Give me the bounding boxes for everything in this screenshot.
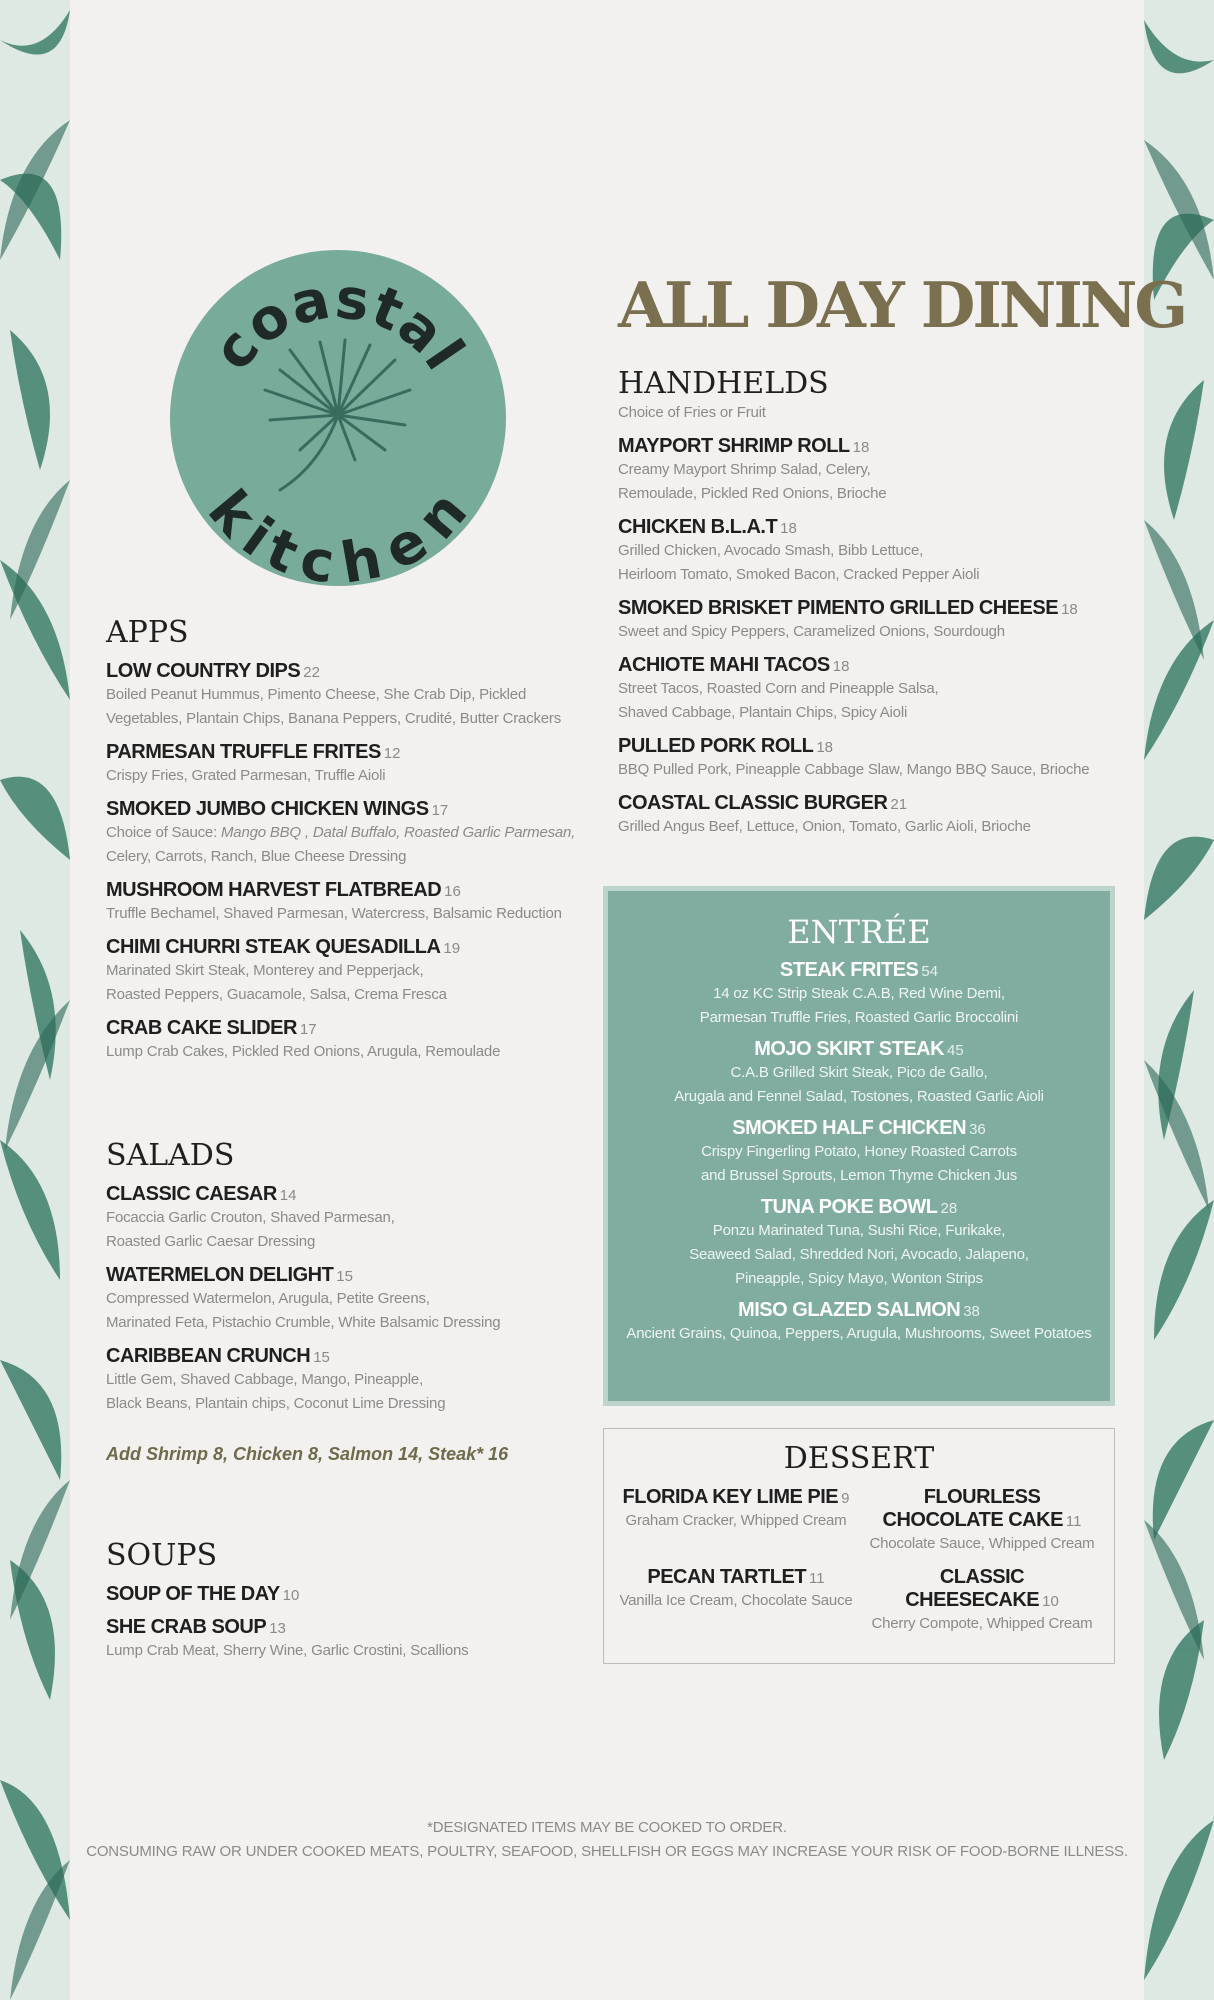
menu-item-name: CLASSIC CAESAR (106, 1183, 277, 1205)
menu-item-price: 18 (832, 658, 850, 675)
menu-item-description: Truffle Bechamel, Shaved Parmesan, Watercress, Balsamic Reduction (106, 905, 562, 922)
menu-item-name: PULLED PORK ROLL (618, 735, 814, 757)
menu-item (106, 1017, 576, 1064)
menu-item-name: STEAK FRITES (779, 959, 919, 981)
sauce-options: Mango BBQ , Datal Buffalo, Roasted Garlic Parmesan, (221, 824, 576, 841)
menu-item-name: CLASSIC CHEESECAKE (905, 1566, 1040, 1611)
menu-item (618, 654, 1118, 725)
menu-item-name: MISO GLAZED SALMON (738, 1299, 961, 1321)
menu-item-price: 18 (816, 739, 834, 756)
menu-item (608, 1299, 1110, 1346)
menu-item (106, 660, 576, 731)
menu-item (608, 959, 1110, 1030)
menu-item-price: 38 (963, 1303, 980, 1320)
menu-item-description: Boiled Peanut Hummus, Pimento Cheese, She Crab Dip, Pickled Vegetables, Plantain Chips, Banana Peppers, Crudité, Butter Crackers (106, 686, 561, 727)
menu-item-price: 9 (841, 1490, 850, 1507)
menu-item-price: 21 (890, 796, 908, 813)
menu-item (618, 435, 1118, 506)
menu-item (618, 735, 1118, 782)
page-title: ALL DAY DINING (618, 268, 1186, 342)
menu-item (106, 936, 576, 1007)
menu-item-name: CHICKEN B.L.A.T (618, 516, 778, 538)
handhelds-subtitle: Choice of Fries or Fruit (618, 404, 766, 421)
menu-item (618, 1486, 854, 1556)
menu-item-description: 14 oz KC Strip Steak C.A.B, Red Wine Demi, Parmesan Truffle Fries, Roasted Garlic Broccolini (699, 985, 1019, 1026)
menu-item-description: Lump Crab Cakes, Pickled Red Onions, Arugula, Remoulade (106, 1043, 501, 1060)
menu-item-sauces (106, 821, 576, 845)
menu-item-description: C.A.B Grilled Skirt Steak, Pico de Gallo, Arugala and Fennel Salad, Tostones, Roasted Garlic Aioli (674, 1064, 1044, 1105)
menu-item-name: FLORIDA KEY LIME PIE (622, 1486, 839, 1508)
menu-item-description: Cherry Compote, Whipped Cream (871, 1615, 1093, 1632)
menu-item-name: CARIBBEAN CRUNCH (106, 1345, 311, 1367)
menu-item (106, 1345, 576, 1416)
entree-title: ENTRÉE (787, 913, 931, 951)
menu-item-price: 17 (299, 1021, 317, 1038)
menu-item-price: 11 (1065, 1513, 1082, 1530)
salad-addons: Add Shrimp 8, Chicken 8, Salmon 14, Steak* 16 (106, 1444, 509, 1464)
menu-item (608, 1196, 1110, 1291)
menu-item-price: 15 (336, 1268, 353, 1285)
menu-item-name: ACHIOTE MAHI TACOS (618, 654, 830, 676)
menu-item (106, 1616, 576, 1663)
dessert-title: DESSERT (783, 1441, 935, 1476)
menu-item-price: 15 (313, 1349, 330, 1366)
menu-item-description: Street Tacos, Roasted Corn and Pineapple Salsa, Shaved Cabbage, Plantain Chips, Spicy Aioli (618, 680, 939, 721)
menu-item-price: 28 (940, 1200, 958, 1217)
menu-item-name: SOUP OF THE DAY (106, 1583, 280, 1605)
dessert-section (603, 1428, 1115, 1664)
menu-item (864, 1566, 1100, 1636)
menu-item-name: SMOKED JUMBO CHICKEN WINGS (106, 798, 429, 820)
menu-item-price: 12 (383, 745, 401, 762)
menu-item-description: Focaccia Garlic Crouton, Shaved Parmesan, Roasted Garlic Caesar Dressing (106, 1209, 395, 1250)
menu-item-description: Graham Cracker, Whipped Cream (625, 1512, 847, 1529)
menu-item-name: MUSHROOM HARVEST FLATBREAD (106, 879, 442, 901)
menu-item-price: 19 (443, 940, 461, 957)
menu-item-name: FLOURLESS CHOCOLATE CAKE (882, 1486, 1063, 1531)
menu-item (864, 1486, 1100, 1556)
menu-item-name: CRAB CAKE SLIDER (106, 1017, 297, 1039)
menu-item (618, 597, 1118, 644)
menu-item-description: Celery, Carrots, Ranch, Blue Cheese Dressing (106, 848, 407, 865)
menu-item-description: Crispy Fingerling Potato, Honey Roasted Carrots and Brussel Sprouts, Lemon Thyme Chicken Jus (700, 1143, 1018, 1184)
menu-item (106, 1264, 576, 1335)
handhelds-section (618, 366, 1118, 839)
menu-item-description: Compressed Watermelon, Arugula, Petite Greens, Marinated Feta, Pistachio Crumble, White Balsamic Dressing (106, 1290, 501, 1331)
menu-item-price: 10 (1042, 1593, 1059, 1610)
menu-item-price: 36 (969, 1121, 986, 1138)
menu-item-description: BBQ Pulled Pork, Pineapple Cabbage Slaw, Mango BBQ Sauce, Brioche (618, 761, 1090, 778)
menu-item-price: 13 (269, 1620, 286, 1637)
menu-item (618, 1566, 854, 1636)
footer-line-2: CONSUMING RAW OR UNDER COOKED MEATS, POULTRY, SEAFOOD, SHELLFISH OR EGGS MAY INCREASE YOUR RISK OF FOOD-BORNE ILLNESS. (86, 1843, 1128, 1860)
menu-item-name: PARMESAN TRUFFLE FRITES (106, 741, 381, 763)
menu-item-name: CHIMI CHURRI STEAK QUESADILLA (106, 936, 441, 958)
menu-item-name: PECAN TARTLET (647, 1566, 807, 1588)
soups-title: SOUPS (106, 1538, 218, 1573)
menu-item-price: 14 (279, 1187, 297, 1204)
menu-item-price: 16 (444, 883, 461, 900)
menu-item-price: 18 (780, 520, 797, 537)
menu-item-description: Marinated Skirt Steak, Monterey and Pepperjack, Roasted Peppers, Guacamole, Salsa, Crema Fresca (106, 962, 447, 1003)
menu-item (106, 1583, 576, 1606)
menu-item-description: Little Gem, Shaved Cabbage, Mango, Pineapple, Black Beans, Plantain chips, Coconut Lime Dressing (106, 1371, 446, 1412)
apps-section (106, 615, 576, 1064)
menu-item-price: 18 (852, 439, 870, 456)
menu-item-description: Vanilla Ice Cream, Chocolate Sauce (619, 1592, 853, 1609)
logo-bottom-text: kitchen (195, 478, 481, 586)
menu-item (106, 879, 576, 926)
menu-item (618, 516, 1118, 587)
menu-item-description: Grilled Angus Beef, Lettuce, Onion, Tomato, Garlic Aioli, Brioche (618, 818, 1031, 835)
menu-item-name: MAYPORT SHRIMP ROLL (618, 435, 850, 457)
menu-item (608, 1038, 1110, 1109)
menu-item (106, 798, 576, 869)
menu-item-description: Chocolate Sauce, Whipped Cream (869, 1535, 1095, 1552)
salads-section (106, 1138, 576, 1465)
menu-item-name: MOJO SKIRT STEAK (754, 1038, 945, 1060)
menu-item-description: Ancient Grains, Quinoa, Peppers, Arugula, Mushrooms, Sweet Potatoes (626, 1325, 1092, 1342)
menu-item-price: 45 (947, 1042, 964, 1059)
menu-item-description: Sweet and Spicy Peppers, Caramelized Onions, Sourdough (618, 623, 1005, 640)
salads-title: SALADS (106, 1138, 235, 1173)
menu-item-price: 17 (431, 802, 449, 819)
menu-item (618, 792, 1118, 839)
logo-top-text: coastal (200, 266, 477, 383)
leaf-pattern-icon (0, 0, 70, 2000)
menu-item-name: SMOKED HALF CHICKEN (732, 1117, 967, 1139)
apps-title: APPS (106, 615, 189, 650)
menu-item-price: 22 (303, 664, 320, 681)
handhelds-title: HANDHELDS (618, 366, 829, 401)
menu-item-name: SMOKED BRISKET PIMENTO GRILLED CHEESE (618, 597, 1059, 619)
menu-item (106, 741, 576, 788)
menu-item-name: SHE CRAB SOUP (106, 1616, 267, 1638)
menu-item-price: 54 (921, 963, 939, 980)
menu-item-description: Lump Crab Meat, Sherry Wine, Garlic Crostini, Scallions (106, 1642, 469, 1659)
menu-item-description: Creamy Mayport Shrimp Salad, Celery, Remoulade, Pickled Red Onions, Brioche (618, 461, 887, 502)
soups-section (106, 1538, 576, 1663)
menu-item-name: WATERMELON DELIGHT (106, 1264, 334, 1286)
sauce-prefix: Choice of Sauce: (106, 824, 222, 841)
menu-item-description: Grilled Chicken, Avocado Smash, Bibb Lettuce, Heirloom Tomato, Smoked Bacon, Cracked Pepper Aioli (618, 542, 980, 583)
menu-item-description: Crispy Fries, Grated Parmesan, Truffle Aioli (106, 767, 386, 784)
menu-item-name: LOW COUNTRY DIPS (106, 660, 301, 682)
menu-item-price: 11 (809, 1570, 825, 1587)
menu-item (106, 1183, 576, 1254)
menu-item-name: COASTAL CLASSIC BURGER (618, 792, 888, 814)
menu-item-name: TUNA POKE BOWL (760, 1196, 938, 1218)
menu-item-price: 18 (1061, 601, 1078, 618)
footer-disclaimer (70, 1816, 1144, 1864)
menu-item (608, 1117, 1110, 1188)
entree-section (603, 886, 1115, 1406)
menu-item-description: Ponzu Marinated Tuna, Sushi Rice, Furikake, Seaweed Salad, Shredded Nori, Avocado, Jalapeno, Pineapple, Spicy Mayo, Wonton Strips (689, 1222, 1029, 1287)
coastal-kitchen-logo (170, 250, 506, 586)
leaf-border-left (0, 0, 70, 2000)
footer-line-1: *DESIGNATED ITEMS MAY BE COOKED TO ORDER. (427, 1819, 787, 1836)
menu-item-price: 10 (282, 1587, 300, 1604)
